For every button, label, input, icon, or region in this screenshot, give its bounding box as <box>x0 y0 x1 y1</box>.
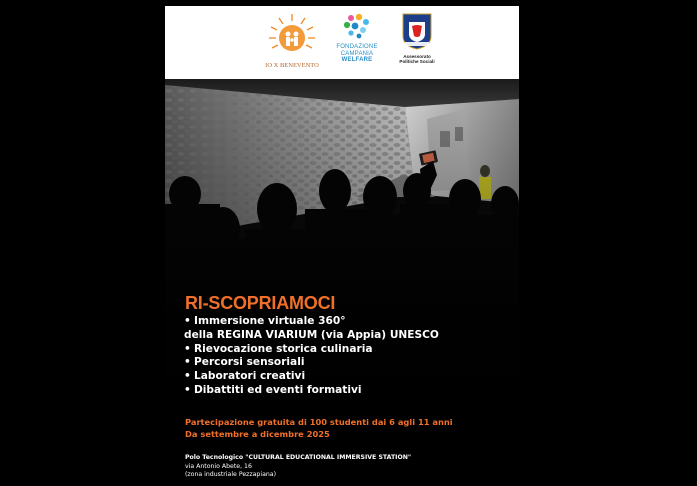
poster-title: RI-SCOPRIAMOCI <box>185 293 336 313</box>
region-line2: Politiche Sociali <box>399 59 435 65</box>
foundation-line2: CAMPANIA <box>340 50 374 57</box>
bullet-dot: • <box>184 356 191 369</box>
participation-line: Partecipazione gratuita di 100 studenti dai 6 agli 11 anni <box>185 417 453 427</box>
list-item <box>184 315 439 329</box>
fondazione-campania-welfare-logo <box>333 12 381 64</box>
regione-campania-logo <box>397 12 437 64</box>
bullet-text: Dibattiti ed eventi formativi <box>194 383 362 396</box>
venue-zone: (zona industriale Pezzapiana) <box>185 471 276 479</box>
sun-family-icon <box>257 12 327 58</box>
bullet-text: della REGINA VIARIUM (via Appia) UNESCO <box>184 328 439 341</box>
poster <box>165 6 519 486</box>
date-range-line: Da settembre a dicembre 2025 <box>185 429 330 439</box>
region-shield-icon <box>397 12 437 50</box>
bullet-dot: • <box>184 383 191 396</box>
activities-list <box>184 315 439 398</box>
logo-bar <box>165 6 519 79</box>
list-item <box>184 343 439 357</box>
region-line1: Assessorato <box>403 54 431 59</box>
bullet-text: Rievocazione storica culinaria <box>194 342 373 355</box>
sun-logo-text: IO X BENEVENTO <box>265 62 319 69</box>
foundation-line3: WELFARE <box>341 57 373 63</box>
venue-address <box>185 454 411 480</box>
dots-icon <box>333 12 381 40</box>
foundation-line1: FONDAZIONE <box>336 44 378 50</box>
list-item <box>184 329 439 343</box>
participation-info <box>185 416 453 440</box>
list-item <box>184 370 439 384</box>
bullet-text: Percorsi sensoriali <box>194 356 305 369</box>
bullet-dot: • <box>184 315 191 327</box>
bullet-dot: • <box>184 342 191 355</box>
list-item <box>184 384 439 398</box>
io-x-benevento-logo <box>257 12 327 69</box>
bullet-text: Immersione virtuale 360° <box>194 315 346 327</box>
list-item <box>184 356 439 370</box>
venue-street: via Antonio Abete, 16 <box>185 462 252 470</box>
bullet-text: Laboratori creativi <box>194 370 306 383</box>
bullet-dot: • <box>184 370 191 383</box>
venue-name: Polo Tecnologico "CULTURAL EDUCATIONAL IMMERSIVE STATION" <box>185 454 412 461</box>
